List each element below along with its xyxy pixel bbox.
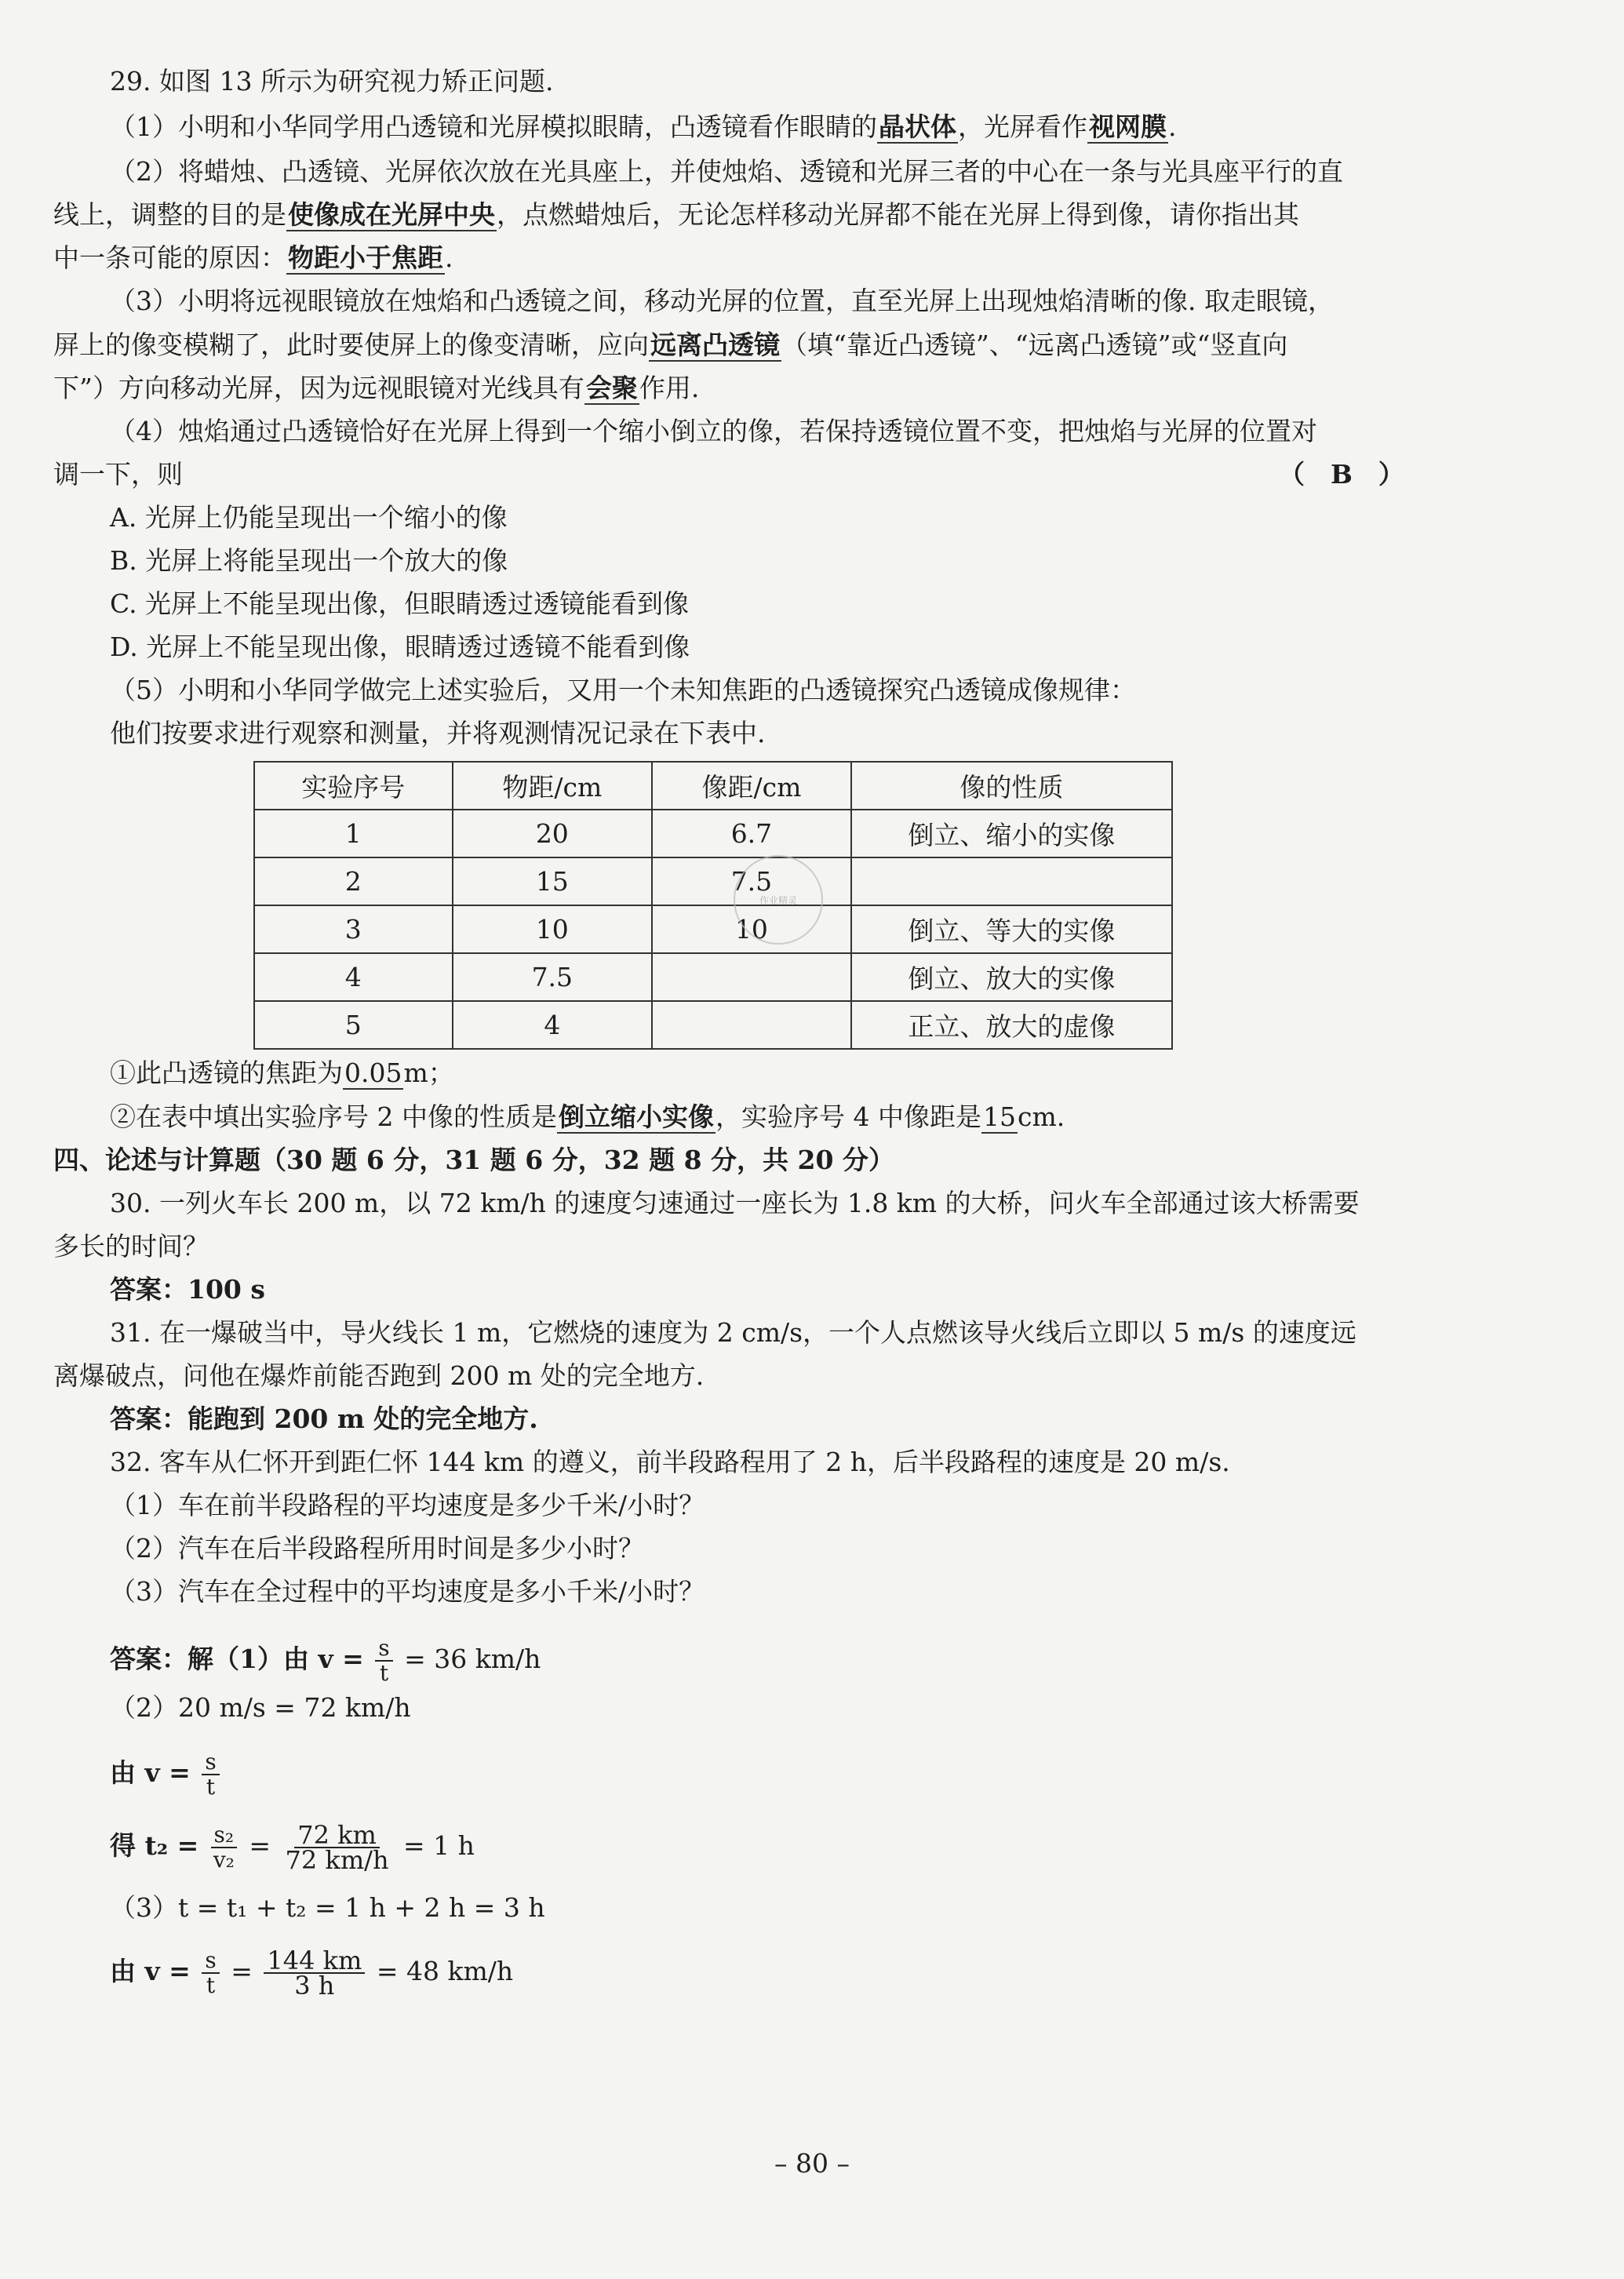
- q29-title: 29. 如图 13 所示为研究视力矫正问题.: [110, 66, 554, 96]
- table-cell: 3: [254, 905, 453, 953]
- q29-p3-answer2: 会聚: [585, 373, 638, 403]
- frac-den: t: [379, 1660, 389, 1686]
- fraction: [202, 1750, 219, 1799]
- table-row: [254, 1001, 1172, 1049]
- table-cell: 20: [453, 810, 653, 857]
- q29-sub2: [110, 1100, 1065, 1134]
- q29-p1-mid: ，光屏看作: [958, 111, 1087, 142]
- q32-line1: 32. 客车从仁怀开到距仁怀 144 km 的遵义，前半段路程用了 2 h，后半段路程的速度是 20 m/s.: [110, 1447, 1230, 1477]
- watermark-stamp-text: 作业精灵: [759, 894, 797, 906]
- q29-p3-l2-pre: 屏上的像变模糊了，此时要使屏上的像变清晰，应向: [53, 329, 649, 360]
- fraction: [375, 1636, 392, 1685]
- q29-p2-line1: （2）将蜡烛、凸透镜、光屏依次放在光具座上，并使烛焰、透镜和光屏三者的中心在一条与光具座平行的直: [110, 156, 1343, 187]
- frac-num: 72 km: [294, 1823, 380, 1848]
- q29-p4-choice: （ B ）: [1279, 459, 1404, 490]
- q29-option-a: A. 光屏上仍能呈现出一个缩小的像: [110, 502, 508, 533]
- data-table: [253, 761, 1173, 1050]
- q32-solution-1: [110, 1632, 541, 1687]
- q29-p2-l3-post: .: [445, 242, 453, 273]
- frac-den: 3 h: [294, 1971, 335, 2000]
- table-cell: [851, 857, 1172, 905]
- q32-a1-pre: 答案：解（1）由 v =: [110, 1644, 364, 1674]
- table-cell: 4: [453, 1001, 653, 1049]
- q32-solution-2: （2）20 m/s = 72 km/h: [110, 1692, 411, 1723]
- q32-a6-post: = 48 km/h: [376, 1956, 514, 1986]
- table-header: 像的性质: [851, 762, 1172, 810]
- q32-part3: （3）汽车在全过程中的平均速度是多小千米/小时？: [110, 1576, 705, 1607]
- q29-s1-pre: ①此凸透镜的焦距为: [110, 1058, 343, 1088]
- watermark-stamp: [734, 855, 823, 945]
- frac-den: 72 km/h: [285, 1845, 389, 1875]
- q29-part1: [110, 110, 1177, 144]
- q29-option-d: D. 光屏上不能呈现出像，眼睛透过透镜不能看到像: [110, 632, 690, 662]
- fraction: [264, 1946, 365, 2000]
- q29-p2-l2-post: ，点燃蜡烛后，无论怎样移动光屏都不能在光屏上得到像，请你指出其: [497, 199, 1299, 230]
- frac-num: 144 km: [264, 1949, 365, 1974]
- table-row: [254, 953, 1172, 1001]
- equals-sign: =: [231, 1956, 253, 1986]
- q30-line1: 30. 一列火车长 200 m，以 72 km/h 的速度匀速通过一座长为 1.8 km 的大桥，问火车全部通过该大桥需要: [110, 1188, 1360, 1218]
- table-cell: 6.7: [652, 810, 851, 857]
- q29-option-c: C. 光屏上不能呈现出像，但眼睛透过透镜能看到像: [110, 588, 690, 619]
- q29-p3-answer1: 远离凸透镜: [650, 329, 780, 360]
- table-cell: 倒立、缩小的实像: [851, 810, 1172, 857]
- q31-line1: 31. 在一爆破当中，导火线长 1 m，它燃烧的速度为 2 cm/s，一个人点燃该导火线后立即以 5 m/s 的速度远: [110, 1317, 1356, 1348]
- table-cell: 10: [453, 905, 653, 953]
- q29-option-b: B. 光屏上将能呈现出一个放大的像: [110, 545, 508, 576]
- q32-part1: （1）车在前半段路程的平均速度是多少千米/小时？: [110, 1490, 705, 1520]
- table-cell: 4: [254, 953, 453, 1001]
- frac-num: s: [202, 1949, 219, 1974]
- table-cell: 1: [254, 810, 453, 857]
- q30-line2: 多长的时间？: [53, 1231, 209, 1261]
- q32-a4-post: = 1 h: [403, 1830, 475, 1861]
- frac-den: t: [206, 1774, 216, 1800]
- q30-answer: 答案：100 s: [110, 1274, 265, 1305]
- q29-p3-line1: （3）小明将远视眼镜放在烛焰和凸透镜之间，移动光屏的位置，直至光屏上出现烛焰清晰的像. 取走眼镜，: [110, 286, 1334, 316]
- q29-s2-answer1: 倒立缩小实像: [558, 1101, 714, 1132]
- q32-a1-post: = 36 km/h: [404, 1644, 541, 1674]
- q29-s2-answer2: 15: [982, 1101, 1016, 1132]
- q29-p2-l3-pre: 中一条可能的原因：: [53, 242, 286, 273]
- q29-p1-end: .: [1168, 111, 1177, 142]
- q29-s1-post: m；: [403, 1058, 454, 1088]
- table-cell: 7.5: [453, 953, 653, 1001]
- frac-num: s: [202, 1750, 219, 1775]
- table-header: 实验序号: [254, 762, 453, 810]
- q29-p4-line1: （4）烛焰通过凸透镜恰好在光屏上得到一个缩小倒立的像，若保持透镜位置不变，把烛焰与光屏的位置对: [110, 416, 1317, 446]
- frac-num: s₂: [211, 1823, 238, 1848]
- q32-solution-4: [110, 1818, 475, 1873]
- section-heading: 四、论述与计算题（30 题 6 分，31 题 6 分，32 题 8 分，共 20 分）: [53, 1145, 894, 1175]
- table-cell: 7.5: [652, 857, 851, 905]
- q29-p2-answer1: 使像成在光屏中央: [288, 199, 495, 230]
- q32-a6-pre: 由 v =: [110, 1956, 191, 1986]
- q31-line2: 离爆破点，问他在爆炸前能否跑到 200 m 处的完全地方.: [53, 1360, 705, 1391]
- q29-p3-l2-post: （填“靠近凸透镜”、“远离凸透镜”或“竖直向: [781, 329, 1288, 360]
- q29-p3-line2: [53, 328, 1287, 362]
- q29-s2-post: cm.: [1017, 1101, 1065, 1132]
- table-cell: 倒立、放大的实像: [851, 953, 1172, 1001]
- q29-p2-answer2: 物距小于焦距: [288, 242, 443, 273]
- q29-p3-l3-post: 作用.: [639, 373, 700, 403]
- q29-p1-text: （1）小明和小华同学用凸透镜和光屏模拟眼睛，凸透镜看作眼睛的: [110, 111, 877, 142]
- table-cell: 5: [254, 1001, 453, 1049]
- q29-s2-mid: ，实验序号 4 中像距是: [715, 1101, 981, 1132]
- table-cell: 15: [453, 857, 653, 905]
- frac-num: s: [375, 1636, 392, 1662]
- fraction: [210, 1823, 238, 1872]
- fraction: [282, 1820, 392, 1875]
- frac-den: t: [206, 1972, 216, 1998]
- table-cell: 10: [652, 905, 851, 953]
- q31-answer: 答案：能跑到 200 m 处的完全地方.: [110, 1403, 538, 1434]
- q29-s1-answer: 0.05: [344, 1058, 402, 1088]
- fraction: [202, 1949, 219, 1997]
- q29-p5-line2: 他们按要求进行观察和测量，并将观测情况记录在下表中.: [110, 718, 766, 748]
- q32-a4-pre: 得 t₂ =: [110, 1830, 199, 1861]
- q32-solution-6: [110, 1944, 513, 1999]
- q29-p3-line3: [53, 371, 699, 406]
- q29-p2-l2-pre: 线上，调整的目的是: [53, 199, 286, 230]
- equals-sign: =: [249, 1830, 271, 1861]
- q32-solution-3: [110, 1746, 223, 1800]
- q29-p4-line2: 调一下，则: [53, 459, 183, 490]
- table-row: [254, 905, 1172, 953]
- page-number: – 80 –: [774, 2148, 850, 2179]
- table-cell: [652, 1001, 851, 1049]
- q29-p2-line3: [53, 241, 453, 275]
- q29-p1-answer2: 视网膜: [1089, 111, 1167, 142]
- q29-p3-l3-pre: 下”）方向移动光屏，因为远视眼镜对光线具有: [53, 373, 584, 403]
- q29-p5-line1: （5）小明和小华同学做完上述实验后，又用一个未知焦距的凸透镜探究凸透镜成像规律：: [110, 675, 1136, 705]
- table-row: [254, 857, 1172, 905]
- q29-s2-pre: ②在表中填出实验序号 2 中像的性质是: [110, 1101, 557, 1132]
- frac-den: v₂: [213, 1847, 235, 1873]
- table-cell: 正立、放大的虚像: [851, 1001, 1172, 1049]
- table-row: [254, 810, 1172, 857]
- table-cell: 倒立、等大的实像: [851, 905, 1172, 953]
- q29-p2-line2: [53, 198, 1299, 232]
- table-header: 像距/cm: [652, 762, 851, 810]
- q32-part2: （2）汽车在后半段路程所用时间是多少小时？: [110, 1533, 644, 1564]
- table-header: 物距/cm: [453, 762, 653, 810]
- q29-p1-answer1: 晶状体: [879, 111, 956, 142]
- q29-sub1: [110, 1056, 454, 1090]
- q32-a3-pre: 由 v =: [110, 1757, 191, 1788]
- table-cell: 2: [254, 857, 453, 905]
- table-cell: [652, 953, 851, 1001]
- q32-solution-5: （3）t = t₁ + t₂ = 1 h + 2 h = 3 h: [110, 1892, 545, 1923]
- table-header-row: [254, 762, 1172, 810]
